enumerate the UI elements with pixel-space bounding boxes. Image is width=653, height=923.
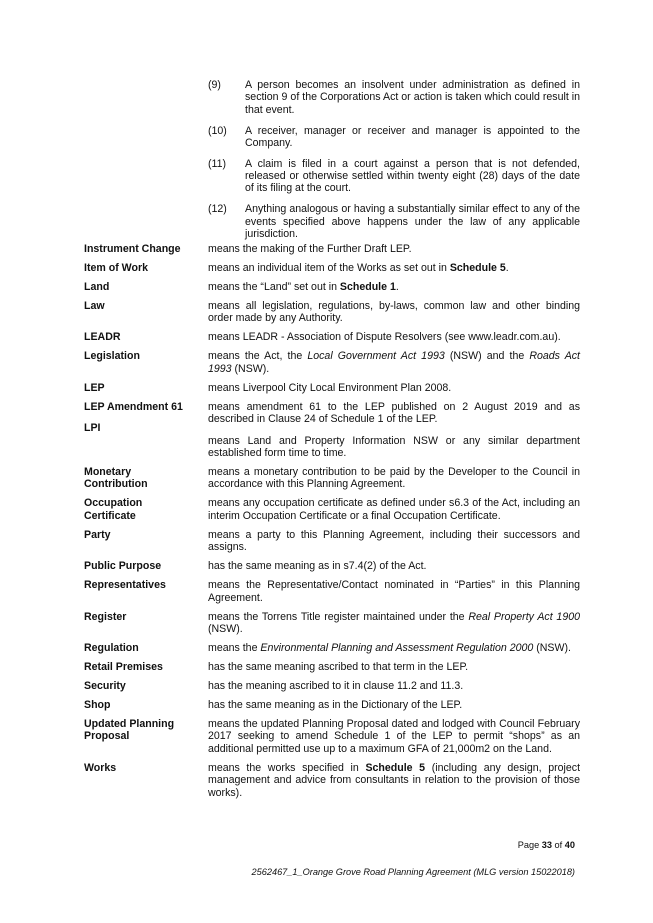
list-item-number: (12) bbox=[208, 203, 227, 216]
definition-term: Works bbox=[84, 761, 117, 774]
definition-term: LEADR bbox=[84, 331, 121, 344]
list-item bbox=[208, 79, 580, 116]
document-footer: 2562467_1_Orange Grove Road Planning Agreement (MLG version 15022018) bbox=[251, 867, 575, 877]
definition-row bbox=[84, 642, 580, 654]
definition-meaning: means the works specified in Schedule 5 (including any design, project management and advice from consultants in relation to the provision of those works). bbox=[208, 761, 581, 799]
definition-term: Retail Premises bbox=[84, 661, 163, 674]
definition-row bbox=[84, 262, 580, 274]
definition-meaning: means an individual item of the Works as set out in Schedule 5. bbox=[208, 262, 509, 274]
definition-meaning: means the Act, the Local Government Act 1993 (NSW) and the Roads Act 1993 (NSW). bbox=[208, 350, 580, 375]
list-item bbox=[208, 203, 580, 240]
definition-row bbox=[84, 401, 580, 460]
definition-term: LEP Amendment 61 bbox=[84, 400, 183, 413]
definition-row bbox=[84, 699, 580, 711]
definition-term-group bbox=[84, 401, 208, 460]
definition-term: Security bbox=[84, 680, 126, 693]
definition-meaning: means amendment 61 to the LEP published on 2 August 2019 and as described in Clause 24 of Schedule 1 of the LEP. means Land and Property Information NSW or any similar department established form time to time. bbox=[208, 400, 580, 460]
definition-meaning: means a monetary contribution to be paid by the Developer to the Council in accordance with this Planning Agreement. bbox=[208, 466, 580, 491]
definition-row bbox=[84, 661, 580, 673]
definition-row bbox=[84, 680, 580, 692]
list-item-number: (10) bbox=[208, 124, 227, 137]
definition-row bbox=[84, 243, 580, 255]
definition-meaning: means any occupation certificate as defined under s6.3 of the Act, including an interim Occupation Certificate or a final Occupation Certificate. bbox=[208, 497, 580, 522]
definition-term: Occupation Certificate bbox=[84, 497, 143, 522]
definition-term: LPI bbox=[84, 422, 101, 435]
definition-row bbox=[84, 579, 580, 604]
definition-row bbox=[84, 718, 580, 755]
list-item-number: (9) bbox=[208, 79, 221, 91]
list-item-number: (11) bbox=[208, 157, 227, 170]
definition-term: Representatives bbox=[84, 579, 166, 592]
definition-row bbox=[84, 497, 580, 522]
definition-meaning: has the same meaning ascribed to that term in the LEP. bbox=[208, 661, 469, 674]
definition-meaning: means the Representative/Contact nominated in “Parties” in this Planning Agreement. bbox=[208, 579, 580, 604]
definition-row bbox=[84, 529, 580, 554]
definition-row bbox=[84, 560, 580, 572]
list-item bbox=[208, 125, 580, 150]
definition-row bbox=[84, 300, 580, 325]
definition-term: Monetary Contribution bbox=[84, 466, 148, 491]
definition-meaning: means the Torrens Title register maintained under the Real Property Act 1900 (NSW). bbox=[208, 610, 581, 636]
definition-meaning: means Liverpool City Local Environment Plan 2008. bbox=[208, 381, 452, 394]
definition-meaning: means LEADR - Association of Dispute Resolvers (see www.leadr.com.au). bbox=[208, 331, 561, 344]
definition-meaning: means the Environmental Planning and Assessment Regulation 2000 (NSW). bbox=[208, 642, 571, 655]
definition-row bbox=[84, 331, 580, 343]
list-item-text: A claim is filed in a court against a person that is not defended, released or otherwise settled within twenty eight (28) days of the date of its filing at the court. bbox=[245, 157, 580, 195]
definition-term: Regulation bbox=[84, 642, 139, 655]
definition-term: Instrument Change bbox=[84, 243, 181, 255]
list-item-text: A receiver, manager or receiver and manager is appointed to the Company. bbox=[245, 124, 580, 149]
definition-row bbox=[84, 281, 580, 293]
definition-row bbox=[84, 762, 580, 799]
definition-meaning: has the same meaning as in the Dictionary of the LEP. bbox=[208, 699, 463, 712]
definition-term: Land bbox=[84, 281, 110, 293]
definition-term: Shop bbox=[84, 699, 111, 712]
definition-term: Legislation bbox=[84, 350, 140, 363]
definition-row bbox=[84, 466, 580, 491]
definition-row bbox=[84, 611, 580, 636]
event-list bbox=[208, 79, 580, 249]
definition-term: Public Purpose bbox=[84, 560, 162, 573]
definition-meaning: has the same meaning as in s7.4(2) of the Act. bbox=[208, 560, 427, 573]
definition-meaning: means the making of the Further Draft LEP. bbox=[208, 243, 412, 255]
definition-term: Party bbox=[84, 528, 111, 541]
page-number: Page 33 of 40 bbox=[517, 840, 575, 850]
definition-meaning: means the “Land” set out in Schedule 1. bbox=[208, 281, 399, 293]
definition-term: Item of Work bbox=[84, 262, 148, 274]
definition-term: LEP bbox=[84, 381, 105, 394]
list-item bbox=[208, 158, 580, 195]
definition-row bbox=[84, 382, 580, 394]
list-item-text: A person becomes an insolvent under administration as defined in section 9 of the Corporations Act or action is taken which could result in that event. bbox=[245, 79, 580, 116]
definition-meaning: has the meaning ascribed to it in clause 11.2 and 11.3. bbox=[208, 680, 464, 693]
definition-meaning: means a party to this Planning Agreement, including their successors and assigns. bbox=[208, 528, 580, 554]
definition-term: Register bbox=[84, 610, 127, 623]
definition-meaning: means the updated Planning Proposal dated and lodged with Council February 2017 seeking to amend Schedule 1 of the LEP to permit “shops” as an additional permitted use up to a maximum GFA of 21,000m2 on the Land. bbox=[208, 718, 580, 755]
definition-row bbox=[84, 350, 580, 375]
list-item-text: Anything analogous or having a substantially similar effect to any of the events specified above happens under the law of any applicable jurisdiction. bbox=[245, 203, 580, 240]
definitions-list bbox=[84, 243, 580, 806]
definition-term: Updated Planning Proposal bbox=[84, 718, 175, 743]
definition-meaning: means all legislation, regulations, by-laws, common law and other binding order made by any Authority. bbox=[208, 300, 580, 325]
definition-term: Law bbox=[84, 300, 105, 312]
